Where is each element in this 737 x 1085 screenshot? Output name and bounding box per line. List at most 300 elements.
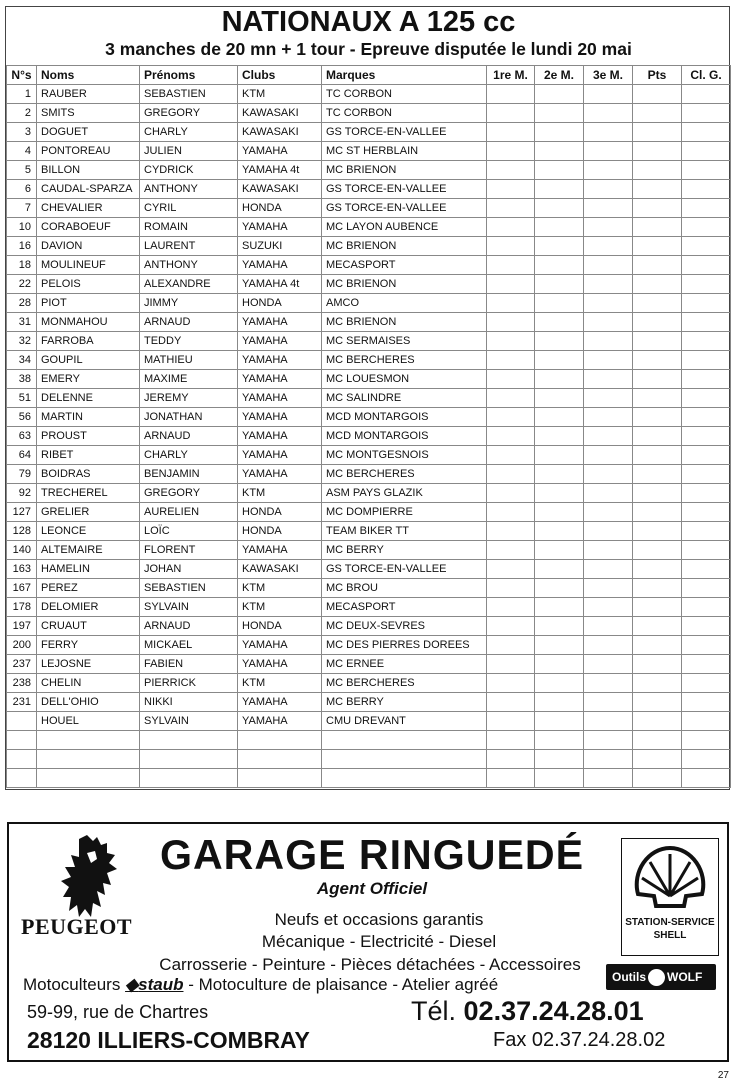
row-prenom: SYLVAIN: [140, 598, 238, 617]
table-row: [7, 674, 731, 693]
row-m2-cell: [535, 218, 584, 237]
row-nom: RIBET: [37, 446, 140, 465]
row-number: 63: [7, 427, 37, 446]
row-pts-cell: [633, 142, 682, 161]
row-m2-cell: [535, 636, 584, 655]
row-marque: MC SALINDRE: [322, 389, 487, 408]
table-row: [7, 123, 731, 142]
row-m1-cell: [487, 123, 535, 142]
row-m3-cell: [584, 446, 633, 465]
row-number: 178: [7, 598, 37, 617]
row-prenom: ARNAUD: [140, 427, 238, 446]
row-prenom: SYLVAIN: [140, 712, 238, 731]
row-pts-cell: [633, 465, 682, 484]
row-m2-cell: [535, 522, 584, 541]
header-m3: 3e M.: [584, 66, 633, 85]
row-m3-cell: [584, 275, 633, 294]
row-m1-cell: [487, 465, 535, 484]
row-marque: ASM PAYS GLAZIK: [322, 484, 487, 503]
row-marque: [322, 750, 487, 769]
row-cl-cell: [682, 237, 731, 256]
row-nom: CAUDAL-SPARZA: [37, 180, 140, 199]
row-club: KAWASAKI: [238, 560, 322, 579]
row-club: YAMAHA: [238, 389, 322, 408]
row-cl-cell: [682, 370, 731, 389]
row-number: 237: [7, 655, 37, 674]
table-body: [7, 85, 731, 788]
row-cl-cell: [682, 655, 731, 674]
row-club: KAWASAKI: [238, 123, 322, 142]
row-number: 79: [7, 465, 37, 484]
row-prenom: FABIEN: [140, 655, 238, 674]
row-club: YAMAHA: [238, 541, 322, 560]
row-pts-cell: [633, 427, 682, 446]
row-club: SUZUKI: [238, 237, 322, 256]
table-row: [7, 313, 731, 332]
row-club: YAMAHA 4t: [238, 275, 322, 294]
row-club: YAMAHA: [238, 351, 322, 370]
row-marque: MC BERCHERES: [322, 465, 487, 484]
row-number: 28: [7, 294, 37, 313]
row-m1-cell: [487, 617, 535, 636]
row-cl-cell: [682, 541, 731, 560]
row-club: YAMAHA: [238, 218, 322, 237]
row-pts-cell: [633, 85, 682, 104]
row-marque: GS TORCE-EN-VALLEE: [322, 180, 487, 199]
wolf-label: WOLF: [667, 970, 703, 984]
header-num-label: N°s: [11, 68, 32, 82]
row-m1-cell: [487, 389, 535, 408]
row-m1-cell: [487, 370, 535, 389]
row-m2-cell: [535, 142, 584, 161]
row-number: 167: [7, 579, 37, 598]
row-cl-cell: [682, 294, 731, 313]
row-club: KTM: [238, 674, 322, 693]
row-m2-cell: [535, 560, 584, 579]
row-nom: PELOIS: [37, 275, 140, 294]
row-number: 200: [7, 636, 37, 655]
row-cl-cell: [682, 142, 731, 161]
row-club: YAMAHA: [238, 693, 322, 712]
row-club: HONDA: [238, 294, 322, 313]
staub-logo: ◆staub: [125, 975, 184, 994]
row-club: HONDA: [238, 617, 322, 636]
row-m3-cell: [584, 465, 633, 484]
header-cl: Cl. G.: [682, 66, 731, 85]
row-number: [7, 769, 37, 788]
row-m3-cell: [584, 294, 633, 313]
row-nom: FERRY: [37, 636, 140, 655]
table-header-row: [7, 66, 731, 85]
row-m2-cell: [535, 313, 584, 332]
row-club: YAMAHA 4t: [238, 161, 322, 180]
row-nom: DELENNE: [37, 389, 140, 408]
row-number: 56: [7, 408, 37, 427]
row-club: YAMAHA: [238, 446, 322, 465]
row-club: YAMAHA: [238, 655, 322, 674]
row-pts-cell: [633, 503, 682, 522]
shell-station-box: [621, 838, 719, 956]
row-nom: MONMAHOU: [37, 313, 140, 332]
row-marque: TEAM BIKER TT: [322, 522, 487, 541]
row-club: HONDA: [238, 522, 322, 541]
row-prenom: CYDRICK: [140, 161, 238, 180]
table-row: [7, 389, 731, 408]
row-prenom: JULIEN: [140, 142, 238, 161]
row-pts-cell: [633, 598, 682, 617]
row-club: YAMAHA: [238, 142, 322, 161]
row-m2-cell: [535, 503, 584, 522]
table-row: [7, 370, 731, 389]
row-m3-cell: [584, 522, 633, 541]
row-m1-cell: [487, 313, 535, 332]
row-pts-cell: [633, 731, 682, 750]
row-marque: MECASPORT: [322, 256, 487, 275]
row-marque: MC BROU: [322, 579, 487, 598]
row-cl-cell: [682, 598, 731, 617]
row-m2-cell: [535, 104, 584, 123]
row-m3-cell: [584, 351, 633, 370]
row-prenom: GREGORY: [140, 484, 238, 503]
row-nom: CRUAUT: [37, 617, 140, 636]
telephone-label: Tél.: [411, 996, 457, 1026]
row-pts-cell: [633, 446, 682, 465]
outils-label: Outils: [612, 970, 647, 984]
row-m2-cell: [535, 161, 584, 180]
row-marque: TC CORBON: [322, 85, 487, 104]
row-prenom: LOÏC: [140, 522, 238, 541]
row-nom: GOUPIL: [37, 351, 140, 370]
row-m1-cell: [487, 142, 535, 161]
row-number: 163: [7, 560, 37, 579]
row-m1-cell: [487, 161, 535, 180]
row-m3-cell: [584, 332, 633, 351]
row-number: 18: [7, 256, 37, 275]
row-m3-cell: [584, 161, 633, 180]
garage-advertisement: [7, 822, 729, 1062]
row-pts-cell: [633, 161, 682, 180]
peugeot-brand: PEUGEOT: [21, 914, 133, 939]
row-m1-cell: [487, 446, 535, 465]
row-prenom: AURELIEN: [140, 503, 238, 522]
row-number: 10: [7, 218, 37, 237]
row-cl-cell: [682, 332, 731, 351]
row-nom: ALTEMAIRE: [37, 541, 140, 560]
row-number: 22: [7, 275, 37, 294]
row-prenom: FLORENT: [140, 541, 238, 560]
row-m1-cell: [487, 180, 535, 199]
row-club: [238, 750, 322, 769]
table-row: [7, 465, 731, 484]
row-cl-cell: [682, 503, 731, 522]
header-m1: 1re M.: [487, 66, 535, 85]
row-m1-cell: [487, 427, 535, 446]
peugeot-lion-logo: [57, 833, 127, 921]
table-row: [7, 579, 731, 598]
row-pts-cell: [633, 104, 682, 123]
row-cl-cell: [682, 712, 731, 731]
row-pts-cell: [633, 655, 682, 674]
header-marque: Marques: [322, 66, 487, 85]
ad-line-4: [23, 975, 498, 995]
row-club: KTM: [238, 579, 322, 598]
row-number: 128: [7, 522, 37, 541]
row-number: 5: [7, 161, 37, 180]
row-nom: DOGUET: [37, 123, 140, 142]
row-prenom: JOHAN: [140, 560, 238, 579]
table-row: [7, 294, 731, 313]
row-pts-cell: [633, 636, 682, 655]
row-club: KAWASAKI: [238, 104, 322, 123]
row-club: YAMAHA: [238, 465, 322, 484]
motoculteurs-label: Motoculteurs: [23, 975, 121, 994]
row-m3-cell: [584, 142, 633, 161]
table-row: [7, 731, 731, 750]
row-m1-cell: [487, 579, 535, 598]
row-m1-cell: [487, 256, 535, 275]
row-cl-cell: [682, 218, 731, 237]
row-marque: [322, 769, 487, 788]
row-club: YAMAHA: [238, 712, 322, 731]
table-row: [7, 218, 731, 237]
row-m2-cell: [535, 693, 584, 712]
row-prenom: CHARLY: [140, 446, 238, 465]
row-marque: MC DEUX-SEVRES: [322, 617, 487, 636]
row-m3-cell: [584, 218, 633, 237]
row-nom: LEONCE: [37, 522, 140, 541]
row-m3-cell: [584, 769, 633, 788]
telephone-number: 02.37.24.28.01: [463, 996, 644, 1026]
row-pts-cell: [633, 522, 682, 541]
table-row: [7, 351, 731, 370]
row-m3-cell: [584, 104, 633, 123]
row-number: 6: [7, 180, 37, 199]
row-marque: MC BERRY: [322, 693, 487, 712]
row-m2-cell: [535, 275, 584, 294]
row-cl-cell: [682, 427, 731, 446]
row-number: 38: [7, 370, 37, 389]
row-m3-cell: [584, 313, 633, 332]
row-marque: MC ST HERBLAIN: [322, 142, 487, 161]
row-marque: MC BERRY: [322, 541, 487, 560]
row-m3-cell: [584, 408, 633, 427]
row-pts-cell: [633, 275, 682, 294]
row-number: 64: [7, 446, 37, 465]
row-prenom: CHARLY: [140, 123, 238, 142]
page-subtitle: 3 manches de 20 mn + 1 tour - Epreuve disputée le lundi 20 mai: [105, 39, 632, 59]
row-marque: TC CORBON: [322, 104, 487, 123]
row-nom: MARTIN: [37, 408, 140, 427]
table-row: [7, 636, 731, 655]
row-pts-cell: [633, 769, 682, 788]
row-pts-cell: [633, 484, 682, 503]
table-row: [7, 541, 731, 560]
row-m1-cell: [487, 731, 535, 750]
row-m1-cell: [487, 104, 535, 123]
row-m3-cell: [584, 598, 633, 617]
row-number: [7, 750, 37, 769]
row-club: KTM: [238, 598, 322, 617]
row-m2-cell: [535, 655, 584, 674]
ad-line-3: Carrosserie - Peinture - Pièces détachées - Accessoires: [159, 955, 581, 974]
row-nom: [37, 731, 140, 750]
table-row: [7, 180, 731, 199]
row-pts-cell: [633, 560, 682, 579]
row-cl-cell: [682, 693, 731, 712]
telephone: [411, 996, 644, 1027]
row-m2-cell: [535, 180, 584, 199]
row-m2-cell: [535, 446, 584, 465]
row-prenom: [140, 731, 238, 750]
table-row: [7, 275, 731, 294]
row-m2-cell: [535, 769, 584, 788]
row-number: 140: [7, 541, 37, 560]
row-m3-cell: [584, 389, 633, 408]
row-m3-cell: [584, 370, 633, 389]
row-cl-cell: [682, 313, 731, 332]
table-row: [7, 161, 731, 180]
row-nom: HAMELIN: [37, 560, 140, 579]
row-marque: MC BERCHERES: [322, 674, 487, 693]
staub-logo-text: staub: [138, 975, 184, 994]
row-marque: GS TORCE-EN-VALLEE: [322, 199, 487, 218]
row-pts-cell: [633, 408, 682, 427]
header-m2: 2e M.: [535, 66, 584, 85]
row-nom: GRELIER: [37, 503, 140, 522]
shell-name-label: SHELL: [653, 930, 687, 941]
row-m3-cell: [584, 123, 633, 142]
row-cl-cell: [682, 275, 731, 294]
row-m3-cell: [584, 503, 633, 522]
row-m1-cell: [487, 598, 535, 617]
row-m2-cell: [535, 598, 584, 617]
row-club: HONDA: [238, 503, 322, 522]
shell-logo-icon: [630, 842, 710, 912]
row-pts-cell: [633, 180, 682, 199]
row-prenom: ROMAIN: [140, 218, 238, 237]
row-marque: MECASPORT: [322, 598, 487, 617]
row-m3-cell: [584, 199, 633, 218]
row-number: 197: [7, 617, 37, 636]
row-cl-cell: [682, 560, 731, 579]
row-m3-cell: [584, 541, 633, 560]
row-m1-cell: [487, 769, 535, 788]
row-number: 1: [7, 85, 37, 104]
row-pts-cell: [633, 750, 682, 769]
row-marque: MC SERMAISES: [322, 332, 487, 351]
row-m1-cell: [487, 332, 535, 351]
row-number: 34: [7, 351, 37, 370]
row-cl-cell: [682, 389, 731, 408]
row-m3-cell: [584, 617, 633, 636]
row-prenom: JIMMY: [140, 294, 238, 313]
row-club: KTM: [238, 85, 322, 104]
table-row: [7, 484, 731, 503]
outils-wolf-logo: [606, 964, 716, 990]
row-nom: DAVION: [37, 237, 140, 256]
row-number: 127: [7, 503, 37, 522]
table-row: [7, 199, 731, 218]
row-pts-cell: [633, 237, 682, 256]
row-number: 231: [7, 693, 37, 712]
row-cl-cell: [682, 731, 731, 750]
row-pts-cell: [633, 256, 682, 275]
row-m2-cell: [535, 541, 584, 560]
row-nom: PROUST: [37, 427, 140, 446]
row-m3-cell: [584, 693, 633, 712]
table-row: [7, 142, 731, 161]
row-cl-cell: [682, 256, 731, 275]
row-cl-cell: [682, 408, 731, 427]
row-club: YAMAHA: [238, 427, 322, 446]
row-m1-cell: [487, 541, 535, 560]
row-pts-cell: [633, 541, 682, 560]
row-cl-cell: [682, 750, 731, 769]
row-marque: MC BRIENON: [322, 161, 487, 180]
row-marque: MC DOMPIERRE: [322, 503, 487, 522]
fax: Fax 02.37.24.28.02: [493, 1029, 666, 1051]
row-pts-cell: [633, 332, 682, 351]
row-m3-cell: [584, 636, 633, 655]
row-m2-cell: [535, 389, 584, 408]
row-pts-cell: [633, 674, 682, 693]
row-club: YAMAHA: [238, 256, 322, 275]
row-cl-cell: [682, 636, 731, 655]
row-cl-cell: [682, 446, 731, 465]
row-prenom: MATHIEU: [140, 351, 238, 370]
row-m2-cell: [535, 617, 584, 636]
wolf-head-icon: [648, 969, 665, 986]
row-m2-cell: [535, 294, 584, 313]
row-club: YAMAHA: [238, 636, 322, 655]
ad-line-1: Neufs et occasions garantis: [274, 910, 484, 929]
row-prenom: MAXIME: [140, 370, 238, 389]
row-m1-cell: [487, 560, 535, 579]
row-m2-cell: [535, 123, 584, 142]
row-pts-cell: [633, 218, 682, 237]
row-prenom: GREGORY: [140, 104, 238, 123]
row-marque: AMCO: [322, 294, 487, 313]
table-row: [7, 769, 731, 788]
row-m3-cell: [584, 731, 633, 750]
row-prenom: MICKAEL: [140, 636, 238, 655]
row-m2-cell: [535, 750, 584, 769]
row-club: [238, 731, 322, 750]
row-marque: CMU DREVANT: [322, 712, 487, 731]
row-prenom: BENJAMIN: [140, 465, 238, 484]
row-cl-cell: [682, 579, 731, 598]
header-pts: Pts: [633, 66, 682, 85]
row-nom: PONTOREAU: [37, 142, 140, 161]
ad-line-4-rest: - Motoculture de plaisance - Atelier agréé: [183, 975, 499, 994]
row-m1-cell: [487, 655, 535, 674]
row-nom: BILLON: [37, 161, 140, 180]
row-nom: BOIDRAS: [37, 465, 140, 484]
table-row: [7, 560, 731, 579]
row-marque: MCD MONTARGOIS: [322, 408, 487, 427]
row-club: KAWASAKI: [238, 180, 322, 199]
row-m2-cell: [535, 712, 584, 731]
row-m3-cell: [584, 256, 633, 275]
header-prenom: Prénoms: [140, 66, 238, 85]
row-m3-cell: [584, 655, 633, 674]
row-prenom: ALEXANDRE: [140, 275, 238, 294]
row-nom: CHEVALIER: [37, 199, 140, 218]
row-number: 3: [7, 123, 37, 142]
table-row: [7, 332, 731, 351]
row-cl-cell: [682, 674, 731, 693]
row-m3-cell: [584, 85, 633, 104]
